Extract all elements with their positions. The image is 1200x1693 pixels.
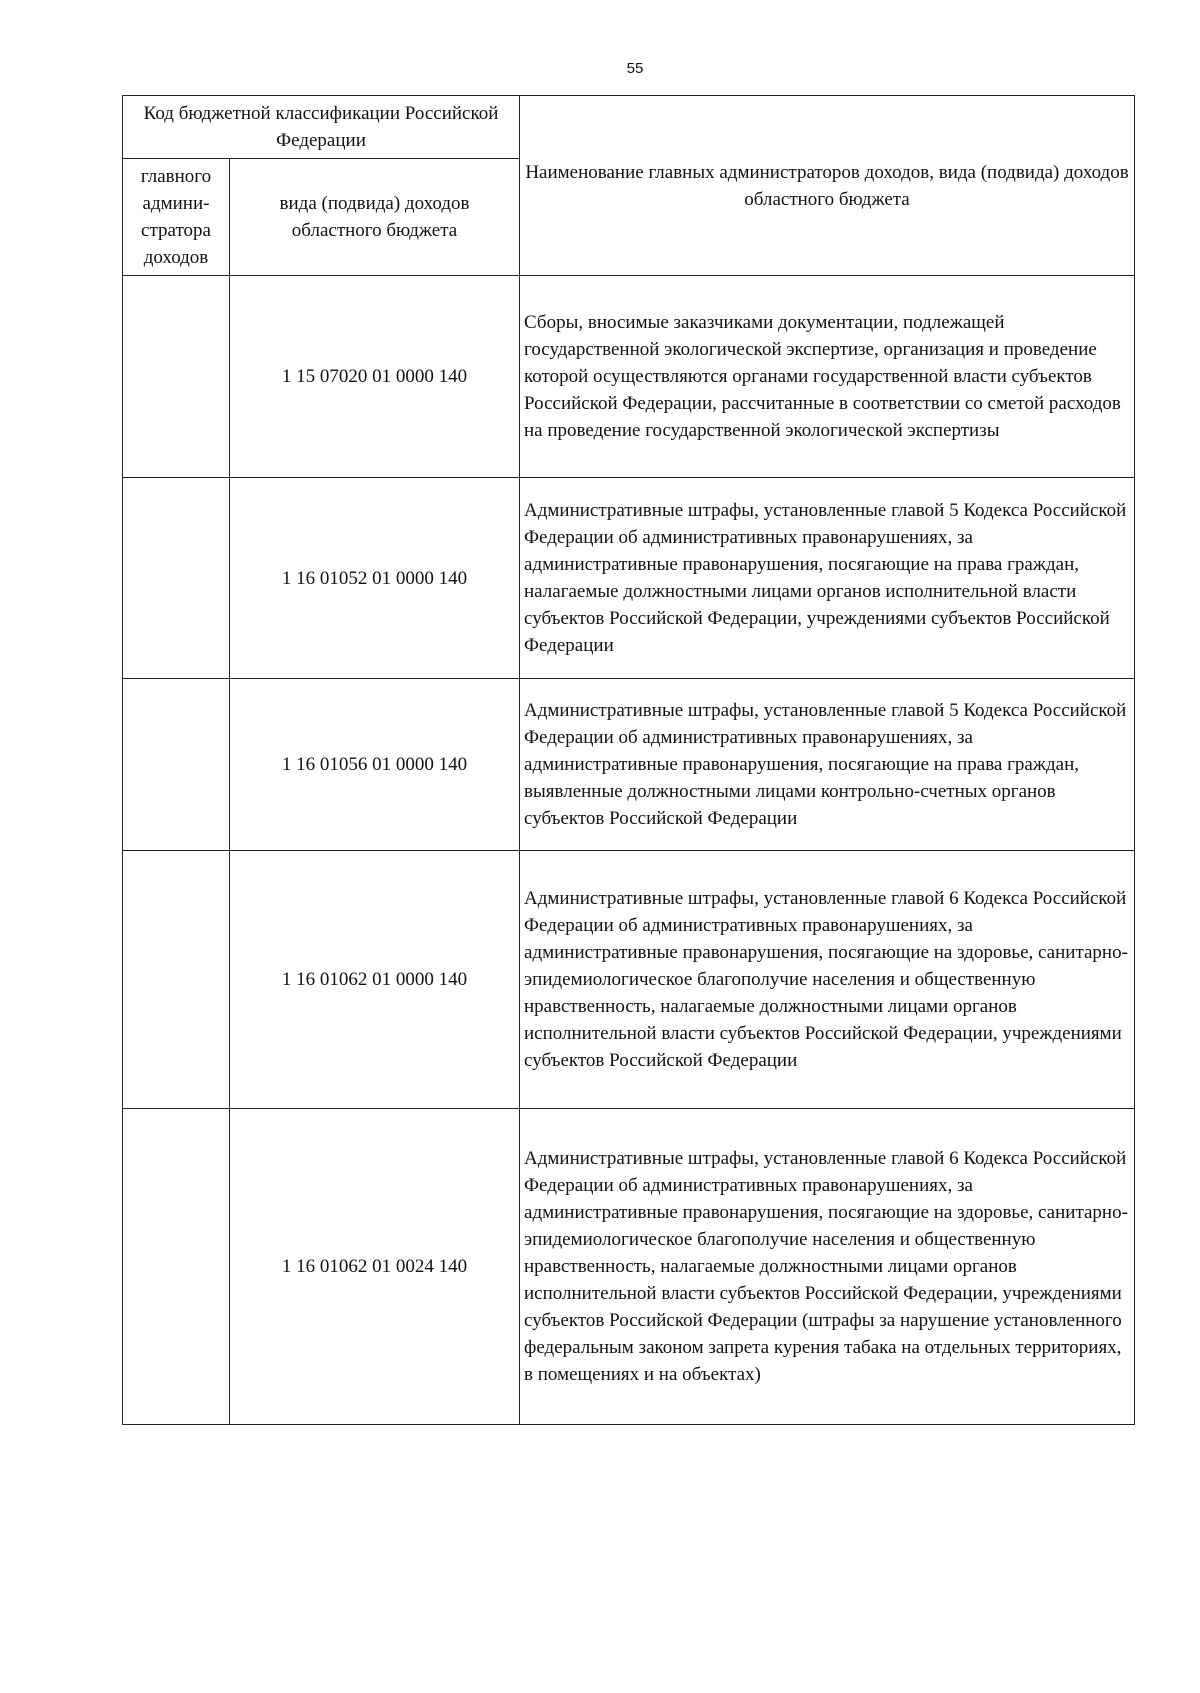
admin-cell <box>123 851 230 1109</box>
name-cell: Сборы, вносимые заказчиками документации, подлежащей государственной экологической экспертизе, организация и проведение которой осуществляются органами государственной власти субъектов Российской Федерации, рассчитанные в соответствии со сметой расходов на проведение государственной экологической экспертизы <box>520 276 1135 478</box>
name-cell: Административные штрафы, установленные главой 5 Кодекса Российской Федерации об административных правонарушениях, за административные правонарушения, посягающие на права граждан, налагаемые должностными лицами органов исполнительной власти субъектов Российской Федерации, учреждениями субъектов Российской Федерации <box>520 478 1135 679</box>
code-cell: 1 16 01062 01 0024 140 <box>230 1109 520 1425</box>
admin-cell <box>123 478 230 679</box>
admin-cell <box>123 276 230 478</box>
header-admin: главного админи-стратора доходов <box>123 159 230 276</box>
name-cell: Административные штрафы, установленные главой 6 Кодекса Российской Федерации об административных правонарушениях, за административные правонарушения, посягающие на здоровье, санитарно-эпидемиологическое благополучие населения и общественную нравственность, налагаемые должностными лицами органов исполнительной власти субъектов Российской Федерации, учреждениями субъектов Российской Федерации <box>520 851 1135 1109</box>
code-cell: 1 15 07020 01 0000 140 <box>230 276 520 478</box>
code-cell: 1 16 01052 01 0000 140 <box>230 478 520 679</box>
name-cell: Административные штрафы, установленные главой 5 Кодекса Российской Федерации об административных правонарушениях, за административные правонарушения, посягающие на права граждан, выявленные должностными лицами контрольно-счетных органов субъектов Российской Федерации <box>520 679 1135 851</box>
page-number: 55 <box>626 60 644 77</box>
header-income-type: вида (подвида) доходов областного бюджета <box>230 159 520 276</box>
table-row <box>123 1109 1135 1425</box>
budget-classification-table <box>122 95 1135 1425</box>
table-row <box>123 478 1135 679</box>
name-cell: Административные штрафы, установленные главой 6 Кодекса Российской Федерации об административных правонарушениях, за административные правонарушения, посягающие на здоровье, санитарно-эпидемиологическое благополучие населения и общественную нравственность, налагаемые должностными лицами органов исполнительной власти субъектов Российской Федерации, учреждениями субъектов Российской Федерации (штрафы за нарушение установленного федеральным законом запрета курения табака на отдельных территориях, в помещениях и на объектах) <box>520 1109 1135 1425</box>
table-row <box>123 276 1135 478</box>
header-code-group: Код бюджетной классификации Российской Федерации <box>123 96 520 159</box>
header-name: Наименование главных администраторов доходов, вида (подвида) доходов областного бюджета <box>520 96 1135 276</box>
code-cell: 1 16 01056 01 0000 140 <box>230 679 520 851</box>
code-cell: 1 16 01062 01 0000 140 <box>230 851 520 1109</box>
admin-cell <box>123 679 230 851</box>
table-row <box>123 679 1135 851</box>
table-row <box>123 851 1135 1109</box>
admin-cell <box>123 1109 230 1425</box>
